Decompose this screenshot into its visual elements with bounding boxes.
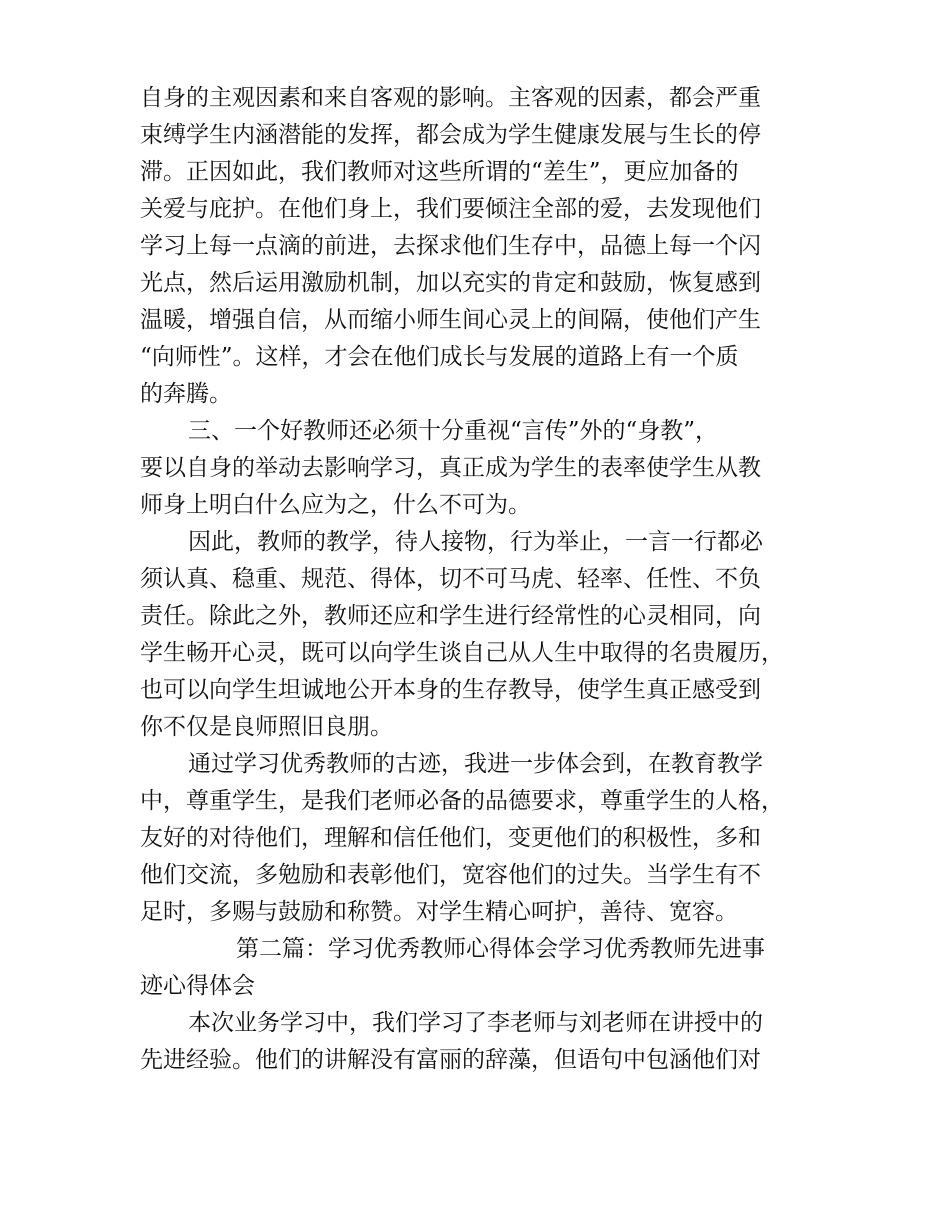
- text-line: 中，尊重学生，是我们老师必备的品德要求，尊重学生的人格，: [140, 788, 784, 814]
- text-line: 学生畅开心灵，既可以向学生谈自己从人生中取得的名贵履历，: [140, 640, 784, 666]
- text-line: 也可以向学生坦诚地公开本身的生存教导，使学生真正感受到: [140, 677, 761, 703]
- text-line: 的奔腾。: [140, 381, 232, 407]
- text-line: 先进经验。他们的讲解没有富丽的辞藻，但语句中包涵他们对: [140, 1047, 761, 1073]
- section-heading: 第二篇：学习优秀教师心得体会学习优秀教师先进事: [236, 936, 765, 962]
- text-line: 滞。正因如此，我们教师对这些所谓的“差生”，更应加备的: [140, 159, 739, 185]
- text-line: 关爱与庇护。在他们身上，我们要倾注全部的爱，去发现他们: [140, 196, 761, 222]
- paragraph-start-line: 因此，教师的教学，待人接物，行为举止，一言一行都必: [188, 529, 763, 555]
- text-line: 师身上明白什么应为之，什么不可为。: [140, 492, 531, 518]
- text-line: 责任。除此之外，教师还应和学生进行经常性的心灵相同，向: [140, 603, 761, 629]
- text-line: 要以自身的举动去影响学习，真正成为学生的表率使学生从教: [140, 455, 761, 481]
- text-line: 温暖，增强自信，从而缩小师生间心灵上的间隔，使他们产生: [140, 307, 761, 333]
- text-line: 须认真、稳重、规范、得体，切不可马虎、轻率、任性、不负: [140, 566, 761, 592]
- section-heading-continued: 迹心得体会: [140, 973, 255, 999]
- text-line: 友好的对待他们，理解和信任他们，变更他们的积极性，多和: [140, 825, 761, 851]
- text-line: 足时，多赐与鼓励和称赞。对学生精心呵护，善待、宽容。: [140, 899, 738, 925]
- document-body: [140, 80, 820, 1079]
- paragraph-start-line: 本次业务学习中，我们学习了李老师与刘老师在讲授中的: [188, 1010, 763, 1036]
- text-line: 光点，然后运用激励机制，加以充实的肯定和鼓励，恢复感到: [140, 270, 761, 296]
- paragraph-start-line: 三、一个好教师还必须十分重视“言传”外的“身教”，: [188, 418, 719, 444]
- text-line: 学习上每一点滴的前进，去探求他们生存中，品德上每一个闪: [140, 233, 761, 259]
- text-line: “向师性”。这样，才会在他们成长与发展的道路上有一个质: [140, 344, 739, 370]
- paragraph-start-line: 通过学习优秀教师的古迹，我进一步体会到，在教育教学: [188, 751, 763, 777]
- text-line: 束缚学生内涵潜能的发挥，都会成为学生健康发展与生长的停: [140, 122, 761, 148]
- text-line: 你不仅是良师照旧良朋。: [140, 714, 393, 740]
- text-line: 自身的主观因素和来自客观的影响。主客观的因素，都会严重: [140, 85, 761, 111]
- text-line: 他们交流，多勉励和表彰他们，宽容他们的过失。当学生有不: [140, 862, 761, 888]
